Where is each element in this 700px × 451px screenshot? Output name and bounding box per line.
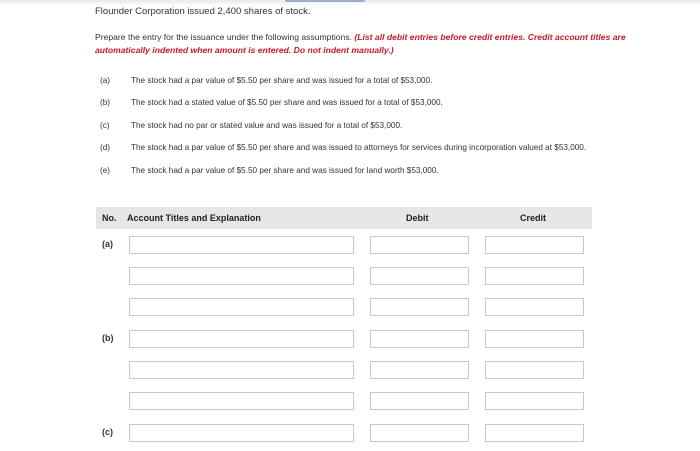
assumption-label: (b): [100, 98, 111, 107]
debit-input[interactable]: [370, 424, 469, 442]
instructions-text: Prepare the entry for the issuance under the following assumptions.: [95, 32, 353, 42]
journal-table-header: [96, 207, 592, 229]
debit-input[interactable]: [370, 361, 469, 379]
header-account: Account Titles and Explanation: [127, 213, 261, 223]
row-label-b: (b): [102, 333, 114, 343]
assumption-label: (a): [100, 76, 111, 85]
credit-input[interactable]: [485, 361, 584, 379]
credit-input[interactable]: [485, 392, 584, 410]
assumption-b: [100, 98, 443, 107]
header-credit: Credit: [520, 213, 547, 223]
assumption-text: The stock had a par value of $5.50 per share and was issued for land worth $53,000.: [131, 166, 439, 175]
assumption-a: [100, 76, 432, 85]
account-title-input[interactable]: [129, 361, 354, 379]
instructions: [95, 31, 640, 56]
credit-input[interactable]: [485, 298, 584, 316]
credit-input[interactable]: [485, 267, 584, 285]
instructions-note: (List all debit entries before credit entries. Credit account titles are automatically indented when amount is entered. Do not indent manually.): [95, 32, 626, 55]
debit-input[interactable]: [370, 267, 469, 285]
assumption-c: [100, 121, 402, 130]
top-accent-bar: [285, 0, 365, 2]
credit-input[interactable]: [485, 236, 584, 254]
header-debit: Debit: [406, 213, 429, 223]
assumption-text: The stock had no par or stated value and was issued for a total of $53,000.: [131, 121, 403, 130]
assumption-text: The stock had a stated value of $5.50 per share and was issued for a total of $53,000.: [131, 98, 443, 107]
assumption-label: (c): [100, 121, 110, 130]
row-label-c: (c): [102, 427, 113, 437]
account-title-input[interactable]: [129, 267, 354, 285]
account-title-input[interactable]: [129, 236, 354, 254]
account-title-input[interactable]: [129, 330, 354, 348]
row-label-a: (a): [102, 239, 113, 249]
debit-input[interactable]: [370, 298, 469, 316]
debit-input[interactable]: [370, 330, 469, 348]
assumption-text: The stock had a par value of $5.50 per share and was issued for a total of $53,000.: [131, 76, 433, 85]
account-title-input[interactable]: [129, 392, 354, 410]
header-no: No.: [102, 213, 117, 223]
assumption-text: The stock had a par value of $5.50 per share and was issued to attorneys for services during incorporation valued at $53,000.: [131, 143, 587, 152]
debit-input[interactable]: [370, 236, 469, 254]
problem-heading: Flounder Corporation issued 2,400 shares of stock.: [95, 6, 311, 17]
account-title-input[interactable]: [129, 424, 354, 442]
assumption-label: (e): [100, 166, 111, 175]
assumption-d: [100, 143, 586, 152]
debit-input[interactable]: [370, 392, 469, 410]
account-title-input[interactable]: [129, 298, 354, 316]
assumption-label: (d): [100, 143, 111, 152]
credit-input[interactable]: [485, 424, 584, 442]
credit-input[interactable]: [485, 330, 584, 348]
assumption-e: [100, 166, 439, 175]
